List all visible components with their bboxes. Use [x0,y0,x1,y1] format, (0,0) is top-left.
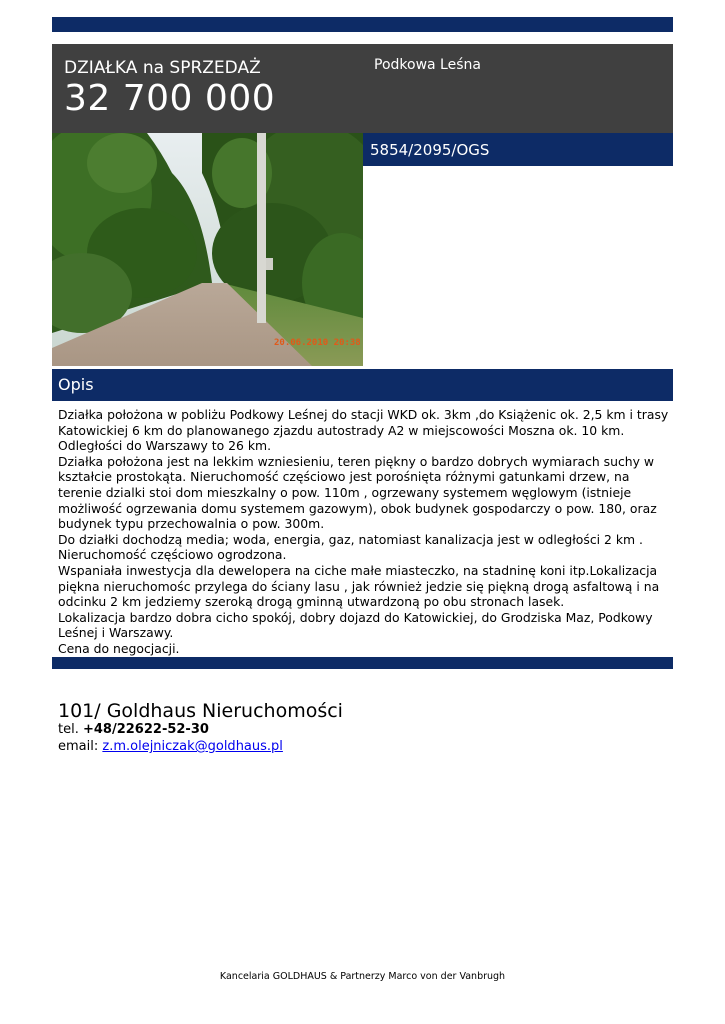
description-line: Działka położona w pobliżu Podkowy Leśnej do stacji WKD ok. 3km ,do Książenic ok. 2,5 km i trasy [58,407,669,422]
description-line: terenie dzialki stoi dom mieszkalny o pow. 110m , ogrzewany systemem węglowym (istnieje [58,484,632,500]
reference-code: 5854/2095/OGS [370,141,490,159]
description-line: Lokalizacja bardzo dobra cicho spokój, dobry dojazd do Katowickiej, do Grodziska Maz, Podkowy [58,609,653,625]
phone-line [58,722,209,737]
property-photo-image [52,133,363,366]
description-body [58,407,668,657]
reference-bar [363,133,673,166]
top-accent-bar [52,17,673,32]
description-line: Wspaniała inwestycja dla dewelopera na ciche małe miasteczko, na stadninę koni itp.Lokalizacja [58,562,658,578]
phone-number: +48/22622-52-30 [82,722,209,737]
footer-text: Kancelaria GOLDHAUS & Partnerzy Marco von der Vanbrugh [219,971,506,982]
photo-timestamp: 20.06.2010 20:38 [274,338,361,348]
listing-header [52,44,673,133]
deal-type: DZIAŁKA na SPRZEDAŻ [64,58,261,78]
agency-name: 101/ Goldhaus Nieruchomości [58,700,343,722]
description-line: Nieruchomość częściowo ogrodzona. [58,547,287,563]
description-line: Cena do negocjacji. [58,640,180,656]
property-photo [52,133,363,366]
price: 32 700 000 [64,78,276,119]
description-line: Leśnej i Warszawy. [58,625,174,641]
description-line: budynek typu przechowalnia o pow. 300m. [58,516,325,532]
description-heading: Opis [58,375,94,394]
location: Podkowa Leśna [374,57,481,73]
description-line: Katowickiej 6 km do planowanego zjazdu autostrady A2 w miejscowości Moszna ok. 10 km. [58,422,625,438]
description-line: Działka położona jest na lekkim wzniesieniu, teren piękny o bardzo dobrych wymiarach suchy w [58,453,655,469]
email-label: email: [58,739,103,754]
description-line: odcinku 2 km jedziemy szeroką drogą gminną utwardzoną po obu stronach lasek. [58,594,565,610]
description-line: Do działki dochodzą media; woda, energia, gaz, natomiast kanalizacja jest w odległości 2 km . [58,531,643,547]
description-header-bar [52,369,673,401]
section-divider-bar [52,657,673,669]
description-line: kształcie prostokąta. Nieruchomość częściowo jest porośnięta różnymi gatunkami drzew, na [58,469,630,485]
email-line [58,739,283,754]
description-line: piękna nieruchomośc przylega do ściany lasu , jak również jedzie się piękną drogą asfaltową i na [58,578,660,594]
description-line: możliwość ogrzewania domu systemem gazowym), obok budynek gospodarczy o pow. 180, oraz [58,500,657,516]
phone-label: tel. [58,722,83,737]
email-link[interactable]: z.m.olejniczak@goldhaus.pl [102,739,283,754]
description-line: Odległości do Warszawy to 26 km. [58,438,272,454]
